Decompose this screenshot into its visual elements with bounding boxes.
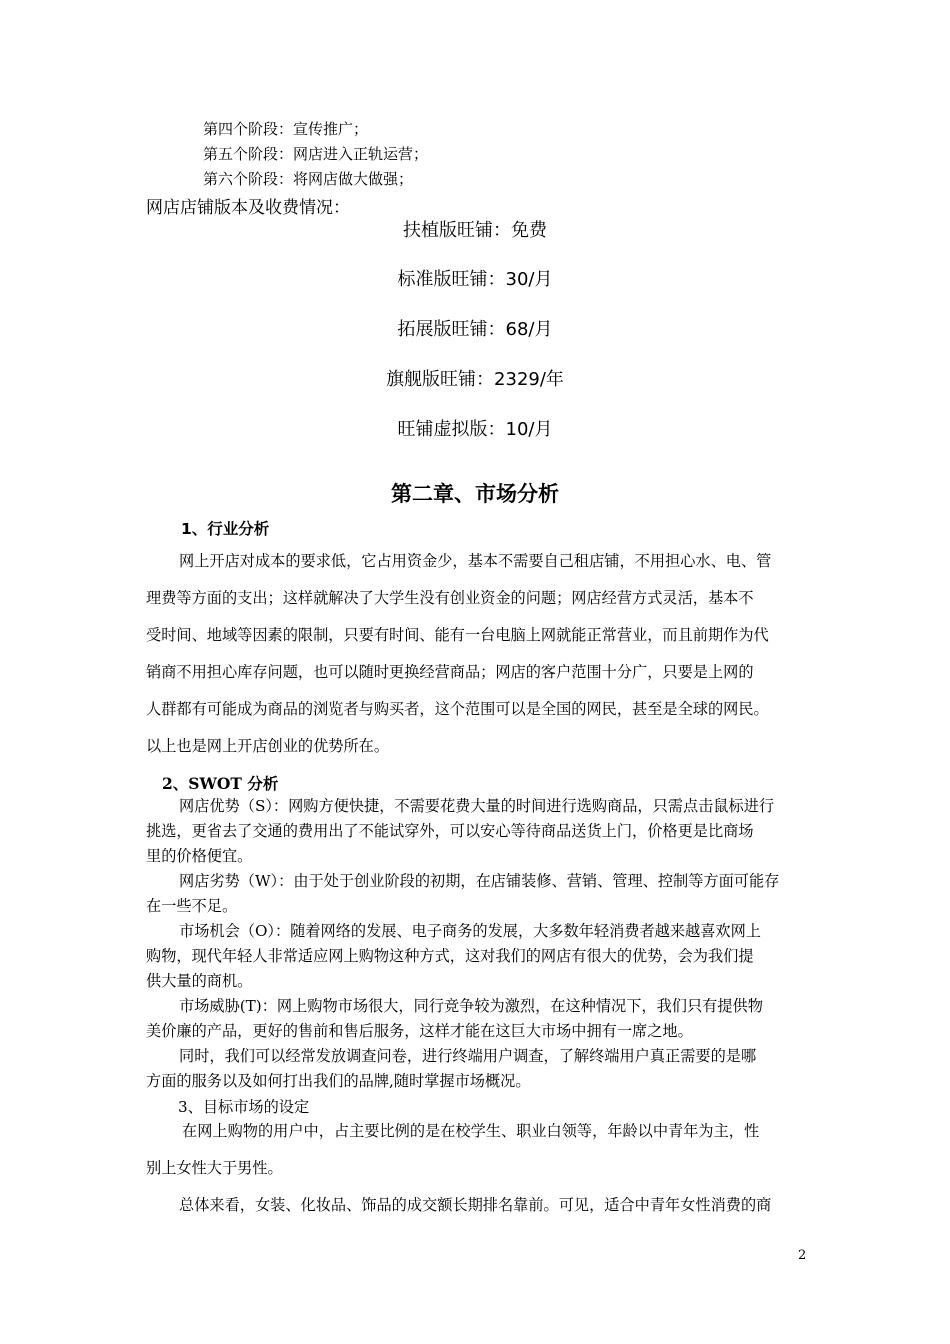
paragraph-line: 里的价格便宜。: [146, 847, 253, 865]
paragraph-line: 在网上购物的用户中，占主要比例的是在校学生、职业白领等，年龄以中青年为主，性: [182, 1122, 760, 1140]
price-item: 拓展版旺铺：68/月: [397, 319, 553, 340]
paragraph-line: 市场机会（O）：随着网络的发展、电子商务的发展，大多数年轻消费者越来越喜欢网上: [179, 922, 761, 940]
paragraph-line: 网店优势（S）：网购方便快捷，不需要花费大量的时间进行选购商品，只需点击鼠标进行: [179, 797, 775, 815]
page-number: 2: [798, 1248, 807, 1263]
paragraph-line: 网上开店对成本的要求低，它占用资金少，基本不需要自己租店铺，不用担心水、电、管: [179, 552, 772, 570]
pricing-heading: 网店店铺版本及收费情况：: [146, 198, 350, 218]
paragraph-line: 人群都有可能成为商品的浏览者与购买者，这个范围可以是全国的网民，甚至是全球的网民。: [146, 700, 769, 718]
paragraph-line: 以上也是网上开店创业的优势所在。: [146, 737, 389, 755]
section-heading: 3、目标市场的设定: [178, 1098, 310, 1116]
paragraph-line: 同时，我们可以经常发放调查问卷，进行终端用户调查，了解终端用户真正需要的是哪: [179, 1047, 757, 1065]
paragraph-line: 挑选，更省去了交通的费用出了不能试穿外，可以安心等待商品送货上门，价格更是比商场: [146, 822, 754, 840]
paragraph-line: 销商不用担心库存问题，也可以随时更换经营商品；网店的客户范围十分广，只要是上网的: [146, 663, 754, 681]
price-item: 标准版旺铺：30/月: [397, 269, 553, 290]
paragraph-line: 总体来看，女装、化妆品、饰品的成交额长期排名靠前。可见，适合中青年女性消费的商: [179, 1196, 772, 1214]
paragraph-line: 供大量的商机。: [146, 972, 253, 990]
paragraph-line: 别上女性大于男性。: [146, 1159, 283, 1177]
section-heading: 2、SWOT 分析: [162, 774, 279, 793]
paragraph-line: 网店劣势（W）：由于处于创业阶段的初期，在店铺装修、营销、管理、控制等方面可能存: [179, 872, 780, 890]
stage-5: 第五个阶段：网店进入正轨运营；: [203, 145, 429, 163]
section-body: [146, 794, 808, 1094]
paragraph-line: 美价廉的产品，更好的售前和售后服务，这样才能在这巨大市场中拥有一席之地。: [146, 1022, 693, 1040]
price-item: 旗舰版旺铺：2329/年: [386, 369, 564, 390]
price-item: 扶植版旺铺：免费: [403, 220, 547, 241]
paragraph-line: 理费等方面的支出；这样就解决了大学生没有创业资金的问题；网店经营方式灵活，基本不: [146, 589, 754, 607]
paragraph-line: 受时间、地域等因素的限制，只要有时间、能有一台电脑上网就能正常营业，而且前期作为代: [146, 626, 769, 644]
paragraph-line: 在一些不足。: [146, 897, 238, 915]
paragraph-line: 方面的服务以及如何打出我们的品牌,随时掌握市场概况。: [146, 1072, 531, 1090]
paragraph-line: 购物，现代年轻人非常适应网上购物这种方式，这对我们的网店有很大的优势，会为我们提: [146, 947, 754, 965]
chapter-title: 第二章、市场分析: [391, 482, 559, 506]
stage-4: 第四个阶段：宣传推广；: [203, 120, 369, 138]
price-item: 旺铺虚拟版：10/月: [397, 419, 553, 440]
section-body: [146, 543, 808, 765]
section-heading: 1、行业分析: [181, 520, 270, 538]
section-body: [146, 1113, 808, 1224]
stage-6: 第六个阶段：将网店做大做强；: [203, 170, 414, 188]
paragraph-line: 市场威胁(T)：网上购物市场很大，同行竞争较为激烈，在这种情况下，我们只有提供物: [179, 997, 763, 1015]
